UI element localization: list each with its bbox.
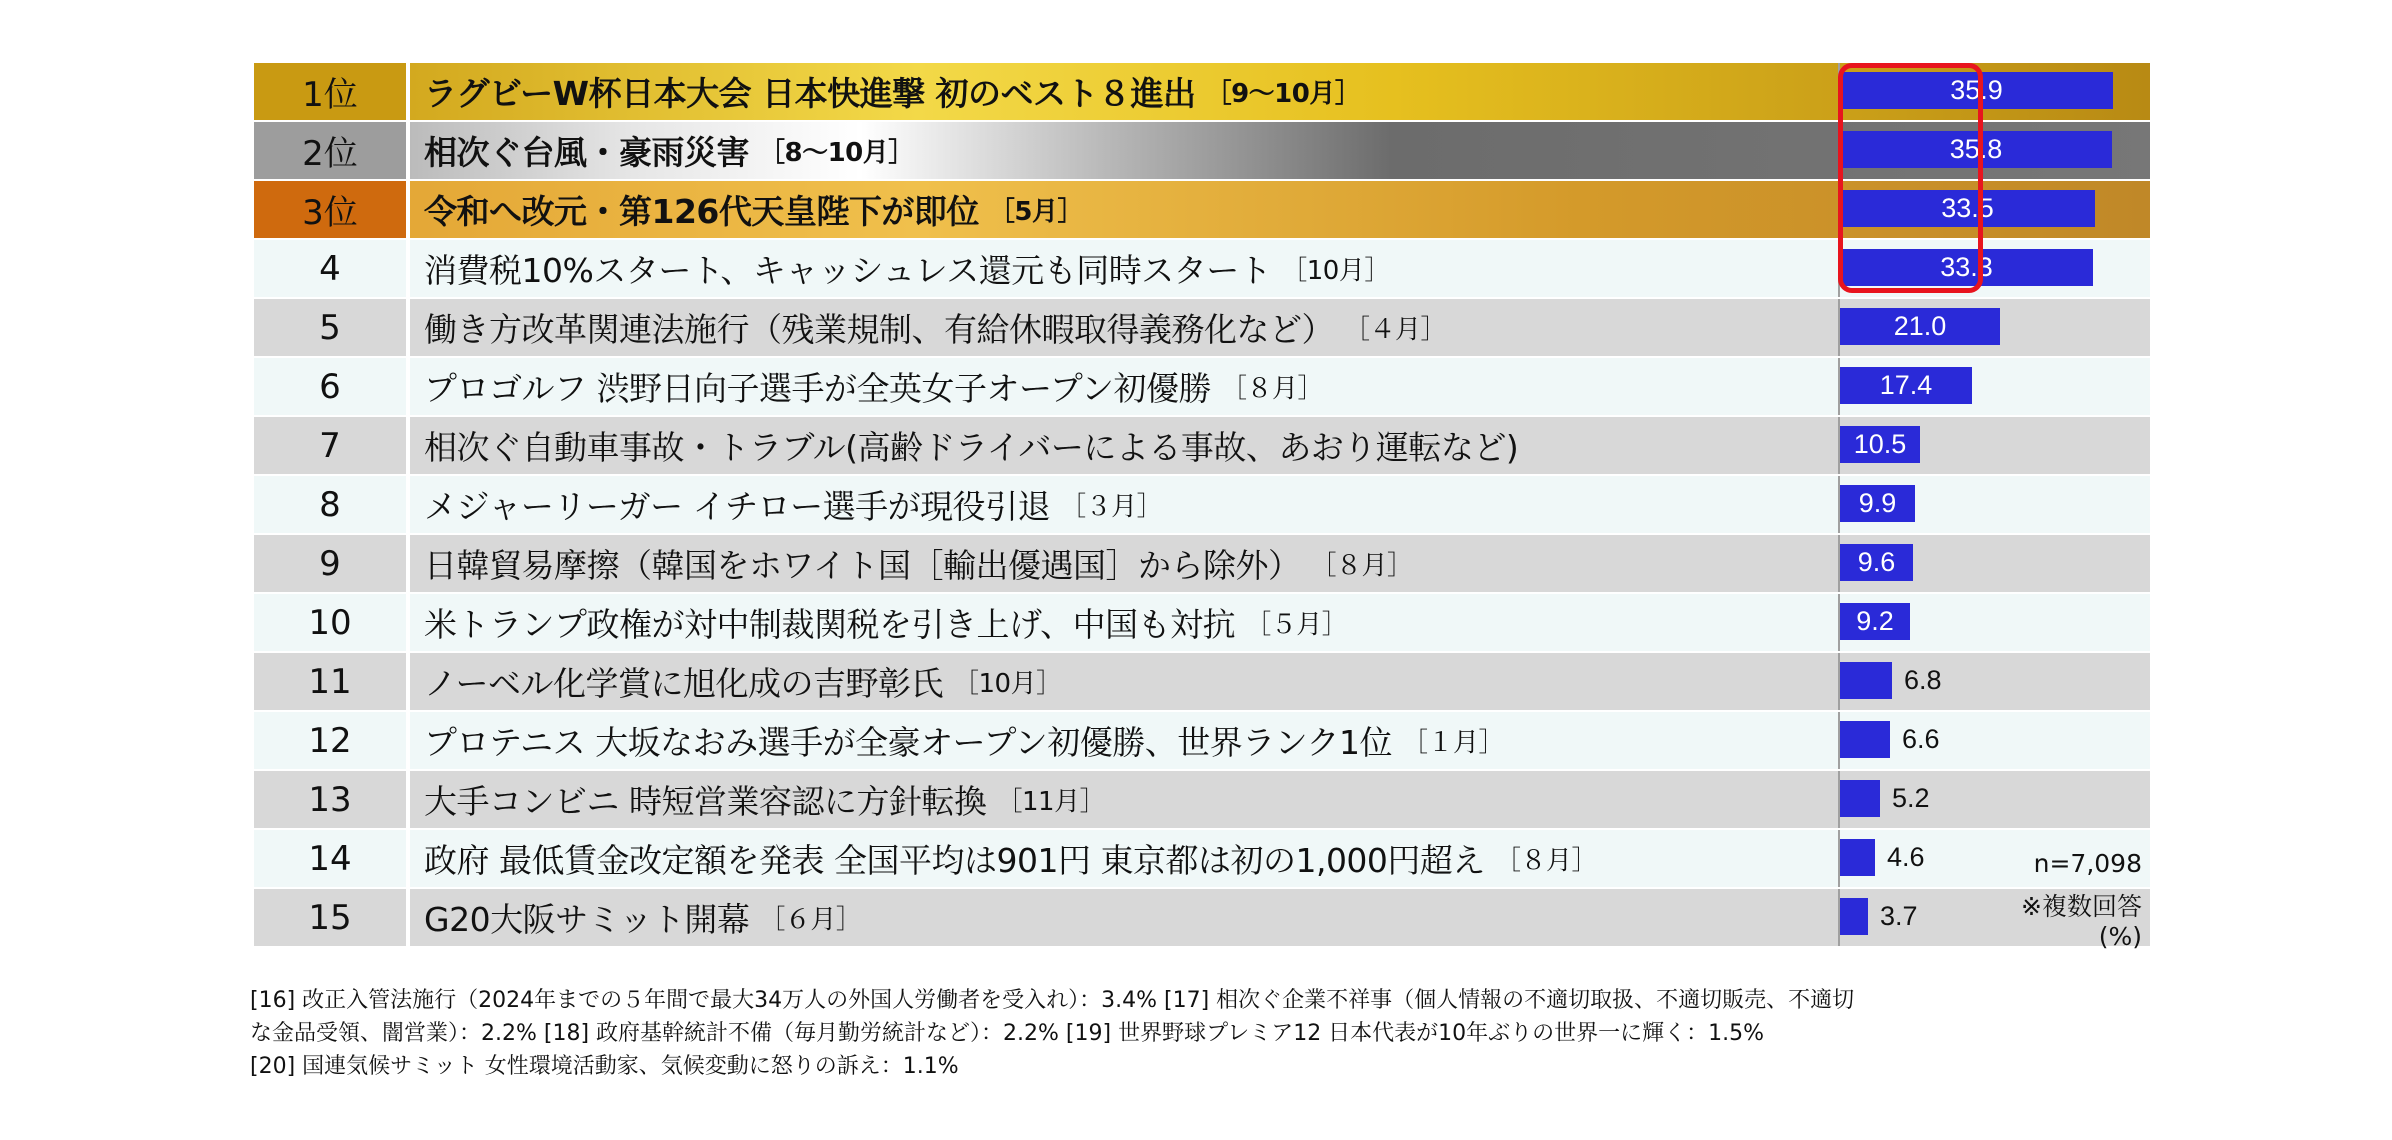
- news-month: ［８月］: [1310, 551, 1413, 581]
- ranking-row: [254, 476, 2150, 535]
- top4-highlight-box: [1838, 63, 1983, 293]
- ranking-row: [254, 712, 2150, 771]
- sample-size-note: n=7,098: [2033, 849, 2142, 878]
- news-title-text: プロゴルフ 渋野日向子選手が全英女子オープン初優勝: [424, 369, 1212, 408]
- rank-label: 9: [254, 535, 410, 592]
- news-month: ［10月］: [953, 669, 1062, 699]
- rank-label: 8: [254, 476, 410, 533]
- news-title-text: G20大阪サミット開幕: [424, 900, 750, 939]
- bar-value-label: 35.8: [1949, 134, 2003, 164]
- multiple-answer-note: ※複数回答: [2021, 892, 2142, 921]
- bar-value-label: 33.3: [1940, 252, 1993, 282]
- rank-label: 6: [254, 358, 410, 415]
- rank-label: 4: [254, 240, 410, 297]
- news-title: [410, 653, 1838, 710]
- ranking-row: [254, 358, 2150, 417]
- bar-value-label: 10.5: [1853, 429, 1907, 459]
- bar-value-label: 9.6: [1857, 547, 1896, 577]
- news-title: [410, 712, 1838, 769]
- ranking-row: [254, 535, 2150, 594]
- news-title: [410, 889, 1838, 946]
- ranking-row: [254, 417, 2150, 476]
- bar-value-label: 4.6: [1887, 842, 1925, 872]
- news-title: [410, 122, 1838, 179]
- rank-label: 3位: [254, 181, 410, 238]
- bar-value-label: 9.9: [1858, 488, 1897, 518]
- bar-value-label: 21.0: [1893, 311, 1947, 341]
- news-title-text: 相次ぐ台風・豪雨災害: [424, 133, 749, 172]
- bar: [1840, 367, 1972, 404]
- news-title-text: 日韓貿易摩擦（韓国をホワイト国［輸出優遇国］から除外）: [424, 546, 1301, 585]
- news-month: ［８月］: [1221, 374, 1324, 404]
- rank-label: 15: [254, 889, 410, 946]
- bar: [1840, 426, 1920, 463]
- rank-label: 1位: [254, 63, 410, 120]
- bar: [1840, 603, 1910, 640]
- news-month: ［11月］: [996, 787, 1106, 817]
- news-title-text: 消費税10%スタート、キャッシュレス還元も同時スタート: [424, 251, 1272, 290]
- rank-label: 11: [254, 653, 410, 710]
- news-month: ［8～10月］: [759, 138, 914, 168]
- news-title-text: 働き方改革関連法施行（残業規制、有給休暇取得義務化など）: [424, 310, 1334, 349]
- ranking-row: [254, 299, 2150, 358]
- footnote-line: [20] 国連気候サミット 女性環境活動家、気候変動に怒りの訴え：1.1%: [250, 1054, 959, 1079]
- news-month: ［9～10月］: [1205, 79, 1361, 109]
- news-title-text: ノーベル化学賞に旭化成の吉野彰氏: [424, 664, 944, 703]
- bar-area: [1838, 358, 2150, 415]
- news-month: ［5月］: [988, 197, 1083, 227]
- rank-label: 5: [254, 299, 410, 356]
- news-title-text: 大手コンビニ 時短営業容認に方針転換: [424, 782, 987, 821]
- news-title: [410, 181, 1838, 238]
- news-title: [410, 63, 1838, 120]
- news-month: ［３月］: [1060, 492, 1163, 522]
- news-title-text: プロテニス 大坂なおみ選手が全豪オープン初優勝、世界ランク1位: [424, 723, 1393, 762]
- news-month: ［10月］: [1281, 256, 1390, 286]
- news-title: [410, 358, 1838, 415]
- rank-label: 14: [254, 830, 410, 887]
- unit-note: (%): [2098, 922, 2142, 951]
- news-title: [410, 594, 1838, 651]
- rank-label: 2位: [254, 122, 410, 179]
- bar-value-label: 6.8: [1904, 665, 1942, 695]
- news-title-text: 政府 最低賃金改定額を発表 全国平均は901円 東京都は初の1,000円超え: [424, 841, 1485, 880]
- news-title-text: 米トランプ政権が対中制裁関税を引き上げ、中国も対抗: [424, 605, 1236, 644]
- bar-area: [1838, 653, 2150, 710]
- news-title: [410, 476, 1838, 533]
- news-title: [410, 830, 1838, 887]
- bar-area: [1838, 712, 2150, 769]
- footnote-line: な金品受領、闇営業）：2.2% [18] 政府基幹統計不備（毎月勤労統計など）：2.2% [19] 世界野球プレミア12 日本代表が10年ぶりの世界一に輝く：1.5%: [250, 1021, 1765, 1046]
- bar-value-label: 3.7: [1880, 901, 1918, 931]
- news-title: [410, 417, 1838, 474]
- bar: [1840, 662, 1892, 699]
- footnotes: [250, 984, 2150, 1083]
- news-title-text: 令和へ改元・第126代天皇陛下が即位: [424, 192, 979, 231]
- bar-area: [1838, 771, 2150, 828]
- bar: [1840, 721, 1890, 758]
- bar-value-label: 6.6: [1902, 724, 1940, 754]
- news-title: [410, 535, 1838, 592]
- bar: [1840, 485, 1915, 522]
- bar: [1840, 308, 2000, 345]
- bar-area: [1838, 535, 2150, 592]
- bar-area: [1838, 417, 2150, 474]
- news-month: ［６月］: [759, 905, 862, 935]
- news-title-text: 相次ぐ自動車事故・トラブル(高齢ドライバーによる事故、あおり運転など): [424, 428, 1519, 467]
- rank-label: 12: [254, 712, 410, 769]
- bar-value-label: 17.4: [1879, 370, 1933, 400]
- ranking-row: [254, 653, 2150, 712]
- news-month: ［５月］: [1245, 610, 1348, 640]
- ranking-row: [254, 889, 2150, 948]
- news-month: ［８月］: [1494, 846, 1597, 876]
- news-title: [410, 771, 1838, 828]
- rank-label: 10: [254, 594, 410, 651]
- news-month: ［１月］: [1402, 728, 1505, 758]
- ranking-row: [254, 830, 2150, 889]
- ranking-row: [254, 594, 2150, 653]
- footnote-line: [16] 改正入管法施行（2024年までの５年間で最大34万人の外国人労働者を受入れ）：3.4% [17] 相次ぐ企業不祥事（個人情報の不適切取扱、不適切販売、不適切: [250, 988, 1855, 1013]
- news-title: [410, 299, 1838, 356]
- bar: [1840, 898, 1868, 935]
- news-title-text: ラグビーW杯日本大会 日本快進撃 初のベスト８進出: [424, 74, 1196, 113]
- rank-label: 13: [254, 771, 410, 828]
- bar: [1840, 544, 1913, 581]
- bar: [1840, 780, 1880, 817]
- news-month: ［４月］: [1344, 315, 1447, 345]
- bar: [1840, 839, 1875, 876]
- bar-area: [1838, 476, 2150, 533]
- rank-label: 7: [254, 417, 410, 474]
- bar-value-label: 9.2: [1856, 606, 1894, 636]
- bar-value-label: 33.5: [1941, 193, 1994, 223]
- news-title-text: メジャーリーガー イチロー選手が現役引退: [424, 487, 1051, 526]
- bar-value-label: 35.9: [1950, 75, 2003, 105]
- news-title: [410, 240, 1838, 297]
- bar-value-label: 5.2: [1892, 783, 1930, 813]
- ranking-row: [254, 771, 2150, 830]
- bar-area: [1838, 594, 2150, 651]
- bar-area: [1838, 299, 2150, 356]
